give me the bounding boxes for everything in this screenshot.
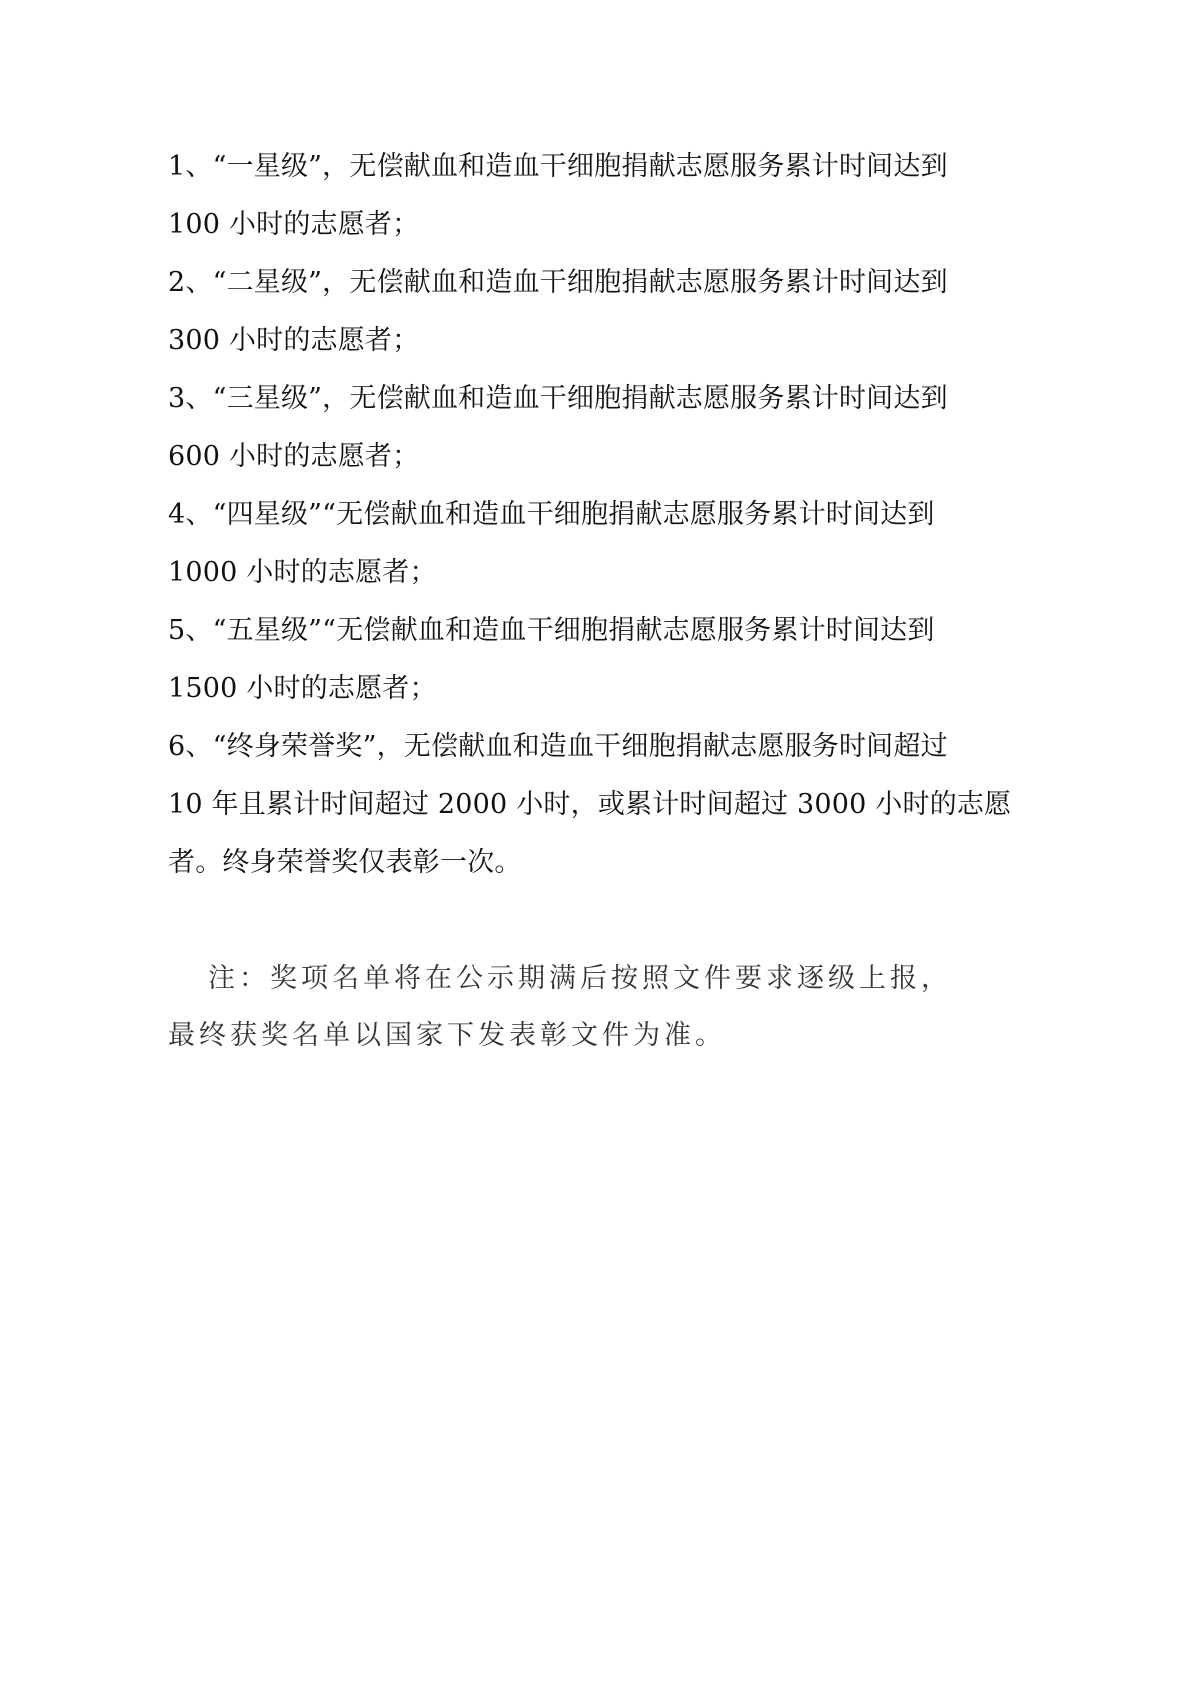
criteria-text-line: 10 年且累计时间超过 2000 小时，或累计时间超过 3000 小时的志愿 <box>168 789 1012 820</box>
criteria-text-line: 1、“一星级”，无偿献血和造血干细胞捐献志愿服务累计时间达到 <box>168 151 948 182</box>
note-text-line: 最终获奖名单以国家下发表彰文件为准。 <box>168 1020 726 1051</box>
criteria-text-line: 者。终身荣誉奖仅表彰一次。 <box>168 847 522 878</box>
criteria-text-line: 1500 小时的志愿者； <box>168 673 437 704</box>
criteria-text-line: 3、“三星级”，无偿献血和造血干细胞捐献志愿服务累计时间达到 <box>168 383 948 414</box>
note-paragraph <box>168 950 952 1064</box>
criteria-item-three-star <box>168 370 948 486</box>
criteria-text-line: 100 小时的志愿者； <box>168 209 420 240</box>
criteria-item-two-star <box>168 254 948 370</box>
award-criteria-list <box>168 138 1012 892</box>
criteria-item-lifetime-honor <box>168 718 1012 892</box>
criteria-text-line: 300 小时的志愿者； <box>168 325 420 356</box>
criteria-text-line: 2、“二星级”，无偿献血和造血干细胞捐献志愿服务累计时间达到 <box>168 267 948 298</box>
criteria-item-four-star <box>168 486 948 602</box>
criteria-text-line: 5、“五星级”“无偿献血和造血干细胞捐献志愿服务累计时间达到 <box>168 615 935 646</box>
criteria-text-line: 6、“终身荣誉奖”，无偿献血和造血干细胞捐献志愿服务时间超过 <box>168 731 948 762</box>
criteria-item-five-star <box>168 602 948 718</box>
criteria-text-line: 4、“四星级”“无偿献血和造血干细胞捐献志愿服务累计时间达到 <box>168 499 935 530</box>
note-text-line: 注：奖项名单将在公示期满后按照文件要求逐级上报， <box>208 963 952 994</box>
criteria-text-line: 600 小时的志愿者； <box>168 441 420 472</box>
criteria-text-line: 1000 小时的志愿者； <box>168 557 437 588</box>
criteria-item-one-star <box>168 138 948 254</box>
